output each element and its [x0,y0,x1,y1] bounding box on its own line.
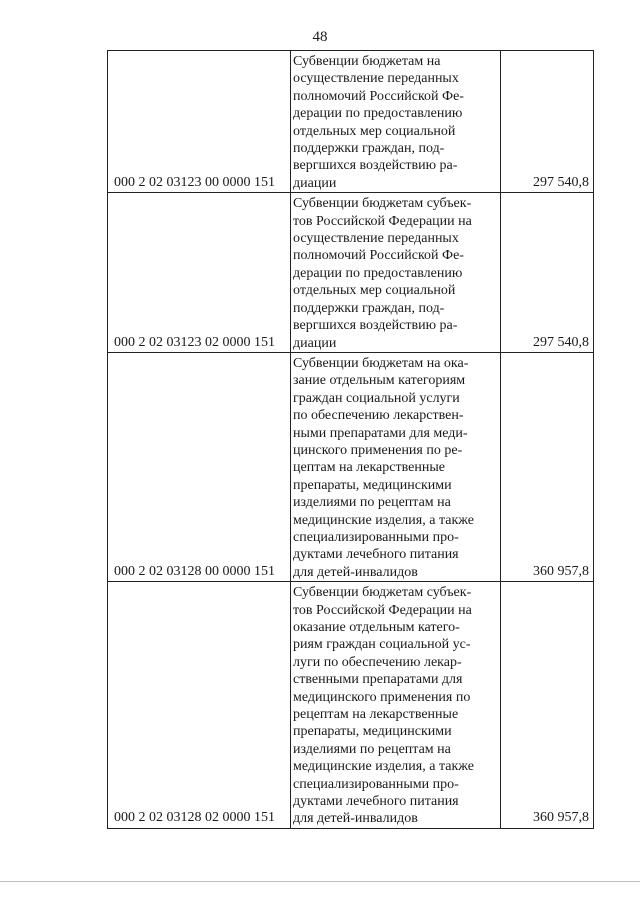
description-line: по обеспечению лекарствен- [293,408,464,424]
budget-code-cell: 000 2 02 03123 00 0000 151 [108,51,291,193]
description-line: дуктами лечебного питания [293,794,459,810]
amount-cell: 297 540,8 [501,193,594,353]
table-row [108,582,594,829]
description-line: медицинского применения по [293,689,471,705]
description-line: Субвенции бюджетам на [293,54,441,69]
description-line: диации [293,175,337,191]
description-line: ственными препаратами для [293,672,463,688]
description-line: граждан социальной услуги [293,390,460,406]
description-line: изделиями по рецептам на [293,495,451,511]
description-line: цинского применения по ре- [293,442,463,458]
budget-code-cell: 000 2 02 03128 02 0000 151 [108,582,291,829]
description-line: вергшихся воздействию ра- [293,318,458,334]
description-line: Субвенции бюджетам субъек- [293,585,472,601]
description-line: вергшихся воздействию ра- [293,158,458,174]
description-line: для детей-инвалидов [293,811,418,827]
description-line: отдельных мер социальной [293,283,456,299]
description-line: дерации по предоставлению [293,265,463,281]
budget-code-cell: 000 2 02 03128 00 0000 151 [108,352,291,581]
description-line: для детей-инвалидов [293,564,418,580]
description-line: поддержки граждан, под- [293,300,445,316]
description-line: поддержки граждан, под- [293,141,445,157]
amount-cell: 360 957,8 [501,352,594,581]
description-line: медицинские изделия, а также [293,759,474,775]
description-line: рецептам на лекарственные [293,707,459,723]
description-line: препараты, медицинскими [293,724,452,740]
description-line: Субвенции бюджетам субъек- [293,196,472,212]
description-line: изделиями по рецептам на [293,741,451,757]
description-line: риям граждан социальной ус- [293,637,471,653]
description-line: специализированными про- [293,776,459,792]
description-line: ными препаратами для меди- [293,425,468,441]
footer-scan-line [0,881,640,882]
description-cell [291,582,501,829]
description-line: Субвенции бюджетам на ока- [293,355,469,371]
description-line: цептам на лекарственные [293,460,445,476]
amount-cell: 297 540,8 [501,51,594,193]
table-row [108,193,594,353]
description-cell [291,352,501,581]
description-line: препараты, медицинскими [293,477,452,493]
description-line: диации [293,335,337,351]
budget-code-cell: 000 2 02 03123 02 0000 151 [108,193,291,353]
description-line: осуществление переданных [293,231,459,247]
description-line: оказание отдельным катего- [293,620,460,635]
description-line: отдельных мер социальной [293,123,456,139]
budget-table-body [108,51,594,829]
description-line: тов Российской Федерации на [293,213,472,229]
table-row [108,51,594,193]
description-line: дуктами лечебного питания [293,547,459,563]
description-line: дерации по предоставлению [293,106,463,122]
description-line: осуществление переданных [293,71,459,87]
description-line: специализированными про- [293,529,459,545]
description-line: зание отдельным категориям [293,373,466,389]
amount-cell: 360 957,8 [501,582,594,829]
description-line: полномочий Российской Фе- [293,88,464,104]
description-line: медицинские изделия, а также [293,512,474,528]
description-line: полномочий Российской Фе- [293,248,464,264]
description-line: луги по обеспечению лекар- [293,654,462,670]
description-cell [291,193,501,353]
description-line: тов Российской Федерации на [293,602,472,618]
description-cell [291,51,501,193]
page-number: 48 [312,29,328,45]
table-row [108,352,594,581]
budget-table [107,50,594,829]
